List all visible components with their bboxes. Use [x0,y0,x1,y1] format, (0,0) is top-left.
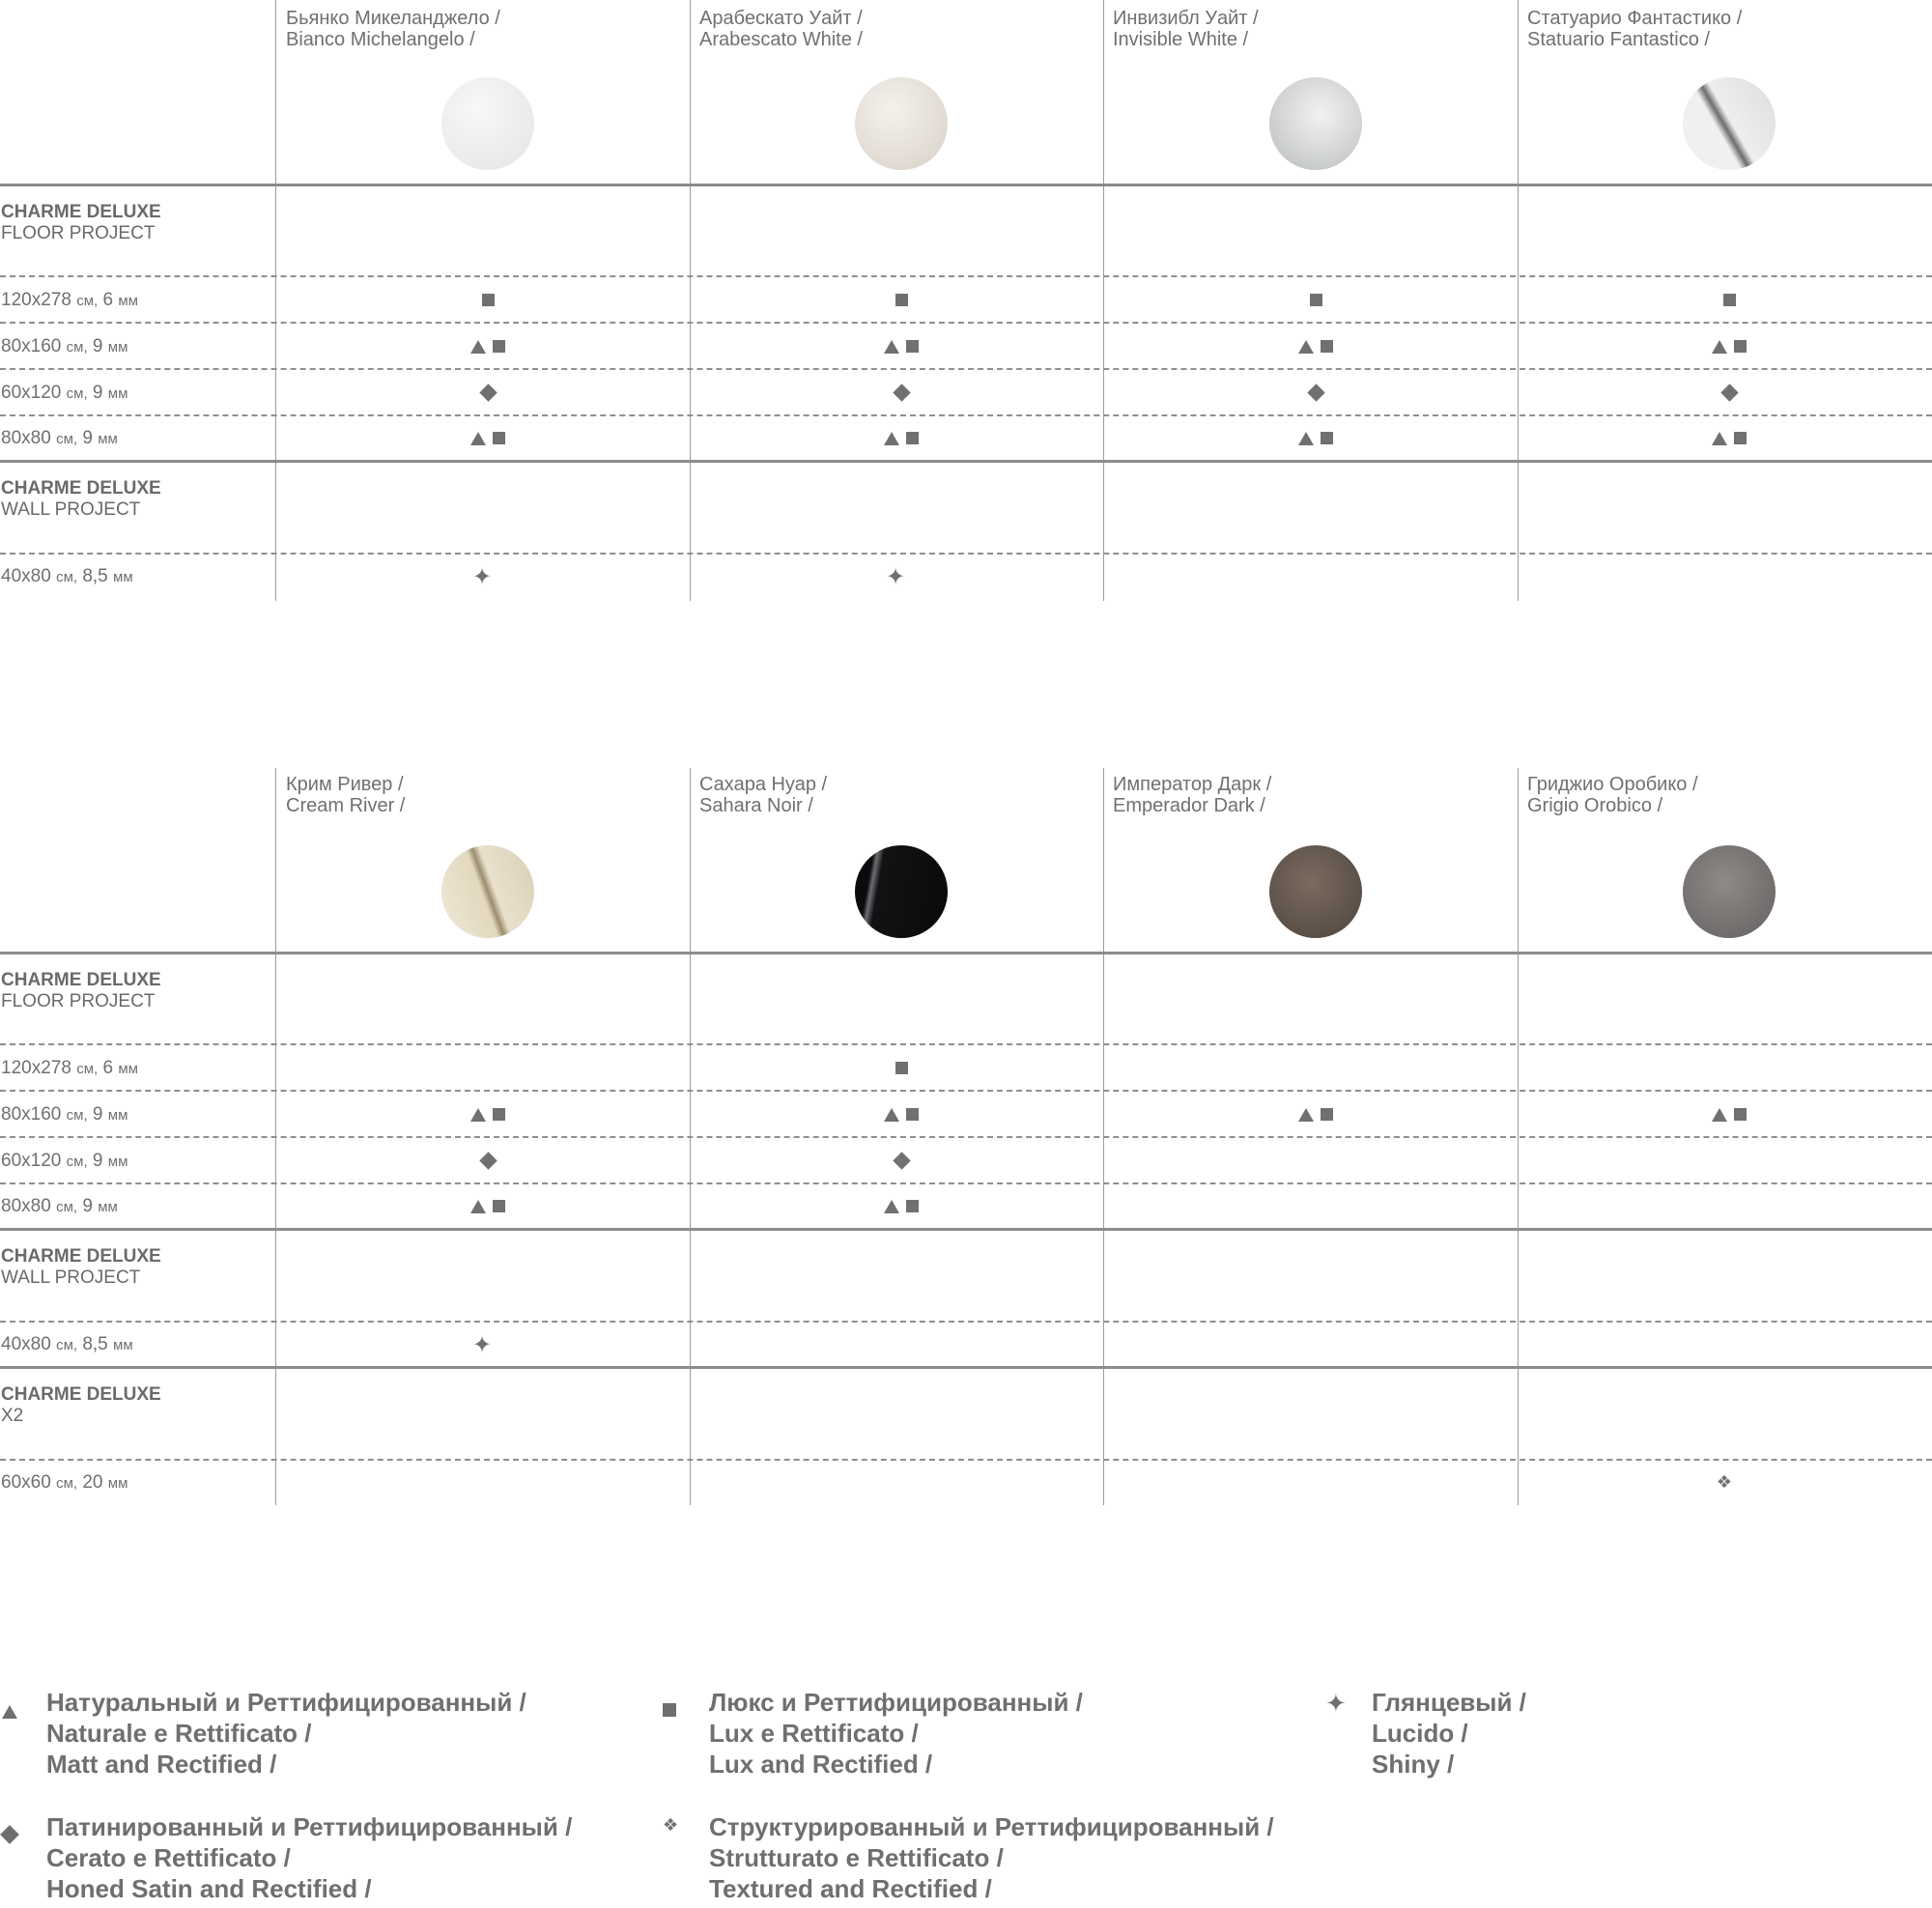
square-icon [1723,294,1736,306]
triangle-icon [470,1200,486,1213]
square-icon [895,1062,908,1074]
finish-marks [430,290,546,309]
textured-icon: ❖ [1716,1472,1735,1492]
square-icon [493,432,505,444]
square-icon [663,1698,676,1721]
color-swatch-grigio-orobico [1683,845,1776,938]
finish-marks [430,1196,546,1215]
square-icon [493,1108,505,1121]
square-icon [895,294,908,306]
column-divider [690,0,691,601]
legend-item [0,1811,638,1908]
finish-marks [430,336,546,356]
color-swatch-invisible-white [1269,77,1362,170]
row-label: 80x80 см, 9 мм [1,428,118,448]
legend-text: Патинированный и Реттифицированный / Cerato e Rettificato / Honed Satin and Rectified / [46,1812,573,1903]
finish-marks [1671,336,1787,356]
finish-marks [430,1151,546,1170]
color-swatch-statuario-fantastico [1683,77,1776,170]
color-swatch-sahara-noir [855,845,948,938]
row-divider [0,1090,1932,1092]
triangle-icon [884,1108,899,1122]
finish-marks [843,1196,959,1215]
finish-marks [430,428,546,447]
diamond-icon [479,1152,497,1169]
row-divider [0,1182,1932,1184]
section-divider [0,1366,1932,1369]
star-icon: ✦ [885,564,908,590]
color-swatch-bianco-michelangelo [441,77,534,170]
finish-marks [843,290,959,309]
finish-marks [843,1104,959,1124]
finish-marks [1667,1472,1783,1493]
legend-text: Структурированный и Реттифицированный / Strutturato e Rettificato / Textured and Rectified / [709,1812,1274,1903]
legend-item [663,1687,1262,1783]
column-divider [275,0,276,601]
column-header: Статуарио Фантастико / Statuario Fantastico / [1527,8,1743,50]
section-label: CHARME DELUXE FLOOR PROJECT [1,202,161,243]
column-header: Бьянко Микеланджело / Bianco Michelangelo / [286,8,500,50]
row-label: 80x160 см, 9 мм [1,336,128,356]
square-icon [906,432,919,444]
row-label: 40x80 см, 8,5 мм [1,566,133,586]
bottom-table [0,768,1932,1507]
color-swatch-arabescato-white [855,77,948,170]
column-header: Сахара Нуар / Sahara Noir / [699,774,828,816]
legend-text: Люкс и Реттифицированный / Lux e Rettificato / Lux and Rectified / [709,1688,1083,1779]
row-label: 60x120 см, 9 мм [1,383,128,403]
finish-marks [1258,336,1374,356]
row-divider [0,368,1932,370]
square-icon [482,294,495,306]
triangle-icon [1712,432,1727,445]
star-icon: ✦ [471,1332,495,1358]
finish-marks [1258,383,1374,402]
diamond-icon [893,384,910,401]
square-icon [1734,432,1747,444]
finish-marks [1258,428,1374,447]
section-label: CHARME DELUXE WALL PROJECT [1,478,161,520]
column-header: Крим Ривер / Cream River / [286,774,406,816]
row-label: 60x60 см, 20 мм [1,1472,128,1493]
section-label: CHARME DELUXE FLOOR PROJECT [1,970,161,1011]
row-divider [0,1136,1932,1138]
diamond-icon [1307,384,1324,401]
square-icon [1734,1108,1747,1121]
color-swatch-cream-river [441,845,534,938]
finish-marks [430,1104,546,1124]
diamond-icon [3,1823,16,1845]
star-icon: ✦ [471,564,495,590]
finish-marks [425,563,541,591]
row-label: 120x278 см, 6 мм [1,1058,138,1078]
finish-marks [838,563,954,591]
finish-marks [1258,1104,1374,1124]
row-divider [0,322,1932,324]
section-divider [0,952,1932,954]
top-table [0,0,1932,604]
row-label: 80x160 см, 9 мм [1,1104,128,1125]
textured-icon: ❖ [663,1815,679,1835]
section-label: CHARME DELUXE X2 [1,1384,161,1426]
legend-text: Натуральный и Реттифицированный / Naturale e Rettificato / Matt and Rectified / [46,1688,526,1779]
square-icon [1734,340,1747,353]
column-header: Инвизибл Уайт / Invisible White / [1113,8,1259,50]
square-icon [906,1200,919,1212]
diamond-icon [1720,384,1738,401]
triangle-icon [470,432,486,445]
row-divider [0,275,1932,277]
triangle-icon [1712,1108,1727,1122]
square-icon [1310,294,1322,306]
square-icon [1321,340,1333,353]
triangle-icon [2,1700,17,1723]
finish-marks [843,1058,959,1077]
row-label: 120x278 см, 6 мм [1,290,138,310]
finish-marks [843,1151,959,1170]
column-divider [1103,0,1104,601]
finish-marks [430,383,546,402]
triangle-icon [1712,340,1727,354]
row-label: 60x120 см, 9 мм [1,1151,128,1171]
row-divider [0,414,1932,416]
finish-marks [1671,1104,1787,1124]
finish-marks [843,336,959,356]
square-icon [906,340,919,353]
triangle-icon [470,1108,486,1122]
section-label: CHARME DELUXE WALL PROJECT [1,1246,161,1288]
column-header: Гриджио Оробико / Grigio Orobico / [1527,774,1698,816]
column-header: Император Дарк / Emperador Dark / [1113,774,1272,816]
finish-marks [1671,428,1787,447]
section-divider [0,460,1932,463]
square-icon [493,340,505,353]
row-label: 80x80 см, 9 мм [1,1196,118,1216]
legend-item [0,1687,638,1783]
section-divider [0,184,1932,186]
triangle-icon [1298,340,1314,354]
finish-marks [1258,290,1374,309]
diamond-icon [479,384,497,401]
row-divider [0,1459,1932,1461]
legend-item [1325,1687,1712,1783]
finish-marks [1671,290,1787,309]
legend-item [663,1811,1339,1908]
row-label: 40x80 см, 8,5 мм [1,1334,133,1354]
square-icon [906,1108,919,1121]
triangle-icon [884,432,899,445]
square-icon [1321,432,1333,444]
triangle-icon [1298,1108,1314,1122]
star-icon: ✦ [1325,1689,1347,1718]
square-icon [1321,1108,1333,1121]
column-divider [1518,0,1519,601]
row-divider [0,553,1932,555]
color-swatch-emperador-dark [1269,845,1362,938]
row-divider [0,1321,1932,1323]
column-header: Арабескато Уайт / Arabescato White / [699,8,863,50]
triangle-icon [1298,432,1314,445]
finish-marks [843,383,959,402]
diamond-icon [893,1152,910,1169]
triangle-icon [884,340,899,354]
finish-marks [1671,383,1787,402]
section-divider [0,1228,1932,1231]
triangle-icon [884,1200,899,1213]
row-divider [0,1043,1932,1045]
square-icon [493,1200,505,1212]
legend-text: Глянцевый / Lucido / Shiny / [1372,1688,1526,1779]
triangle-icon [470,340,486,354]
finish-marks [843,428,959,447]
finish-marks [425,1331,541,1359]
